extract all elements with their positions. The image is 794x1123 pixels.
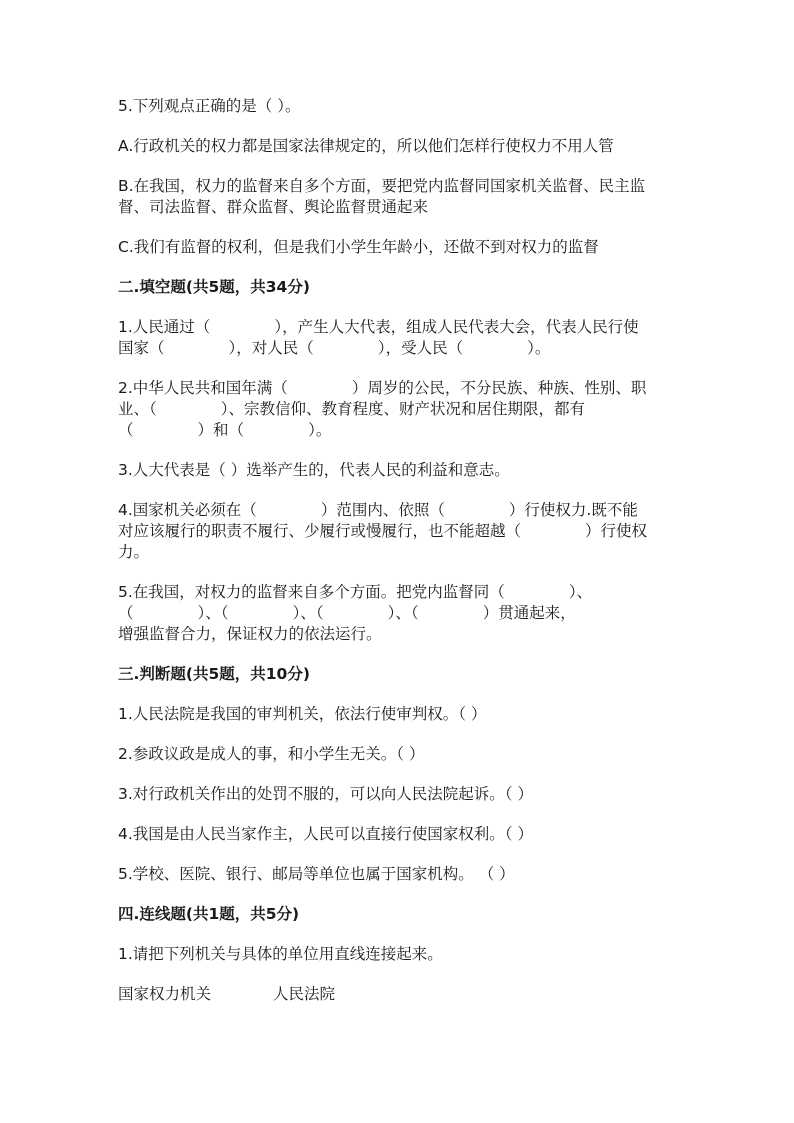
fill-q2-line: 2.中华人民共和国年满（ ）周岁的公民，不分民族、种族、性别、职 xyxy=(118,379,647,397)
exam-page xyxy=(118,96,678,1005)
fill-q3: 3.人大代表是（ ）选举产生的，代表人民的利益和意志。 xyxy=(118,461,510,479)
q5-option-a: A.行政机关的权力都是国家法律规定的，所以他们怎样行使权力不用人管 xyxy=(118,137,614,155)
fill-q2-line: 业、（ ）、宗教信仰、教育程度、财产状况和居住期限，都有 xyxy=(118,400,586,418)
match-row xyxy=(118,984,678,1005)
q5-option-c: C.我们有监督的权利，但是我们小学生年龄小，还做不到对权力的监督 xyxy=(118,238,599,256)
fill-q2-line: （ ）和（ ）。 xyxy=(118,421,332,439)
judge-q4: 4.我国是由人民当家作主，人民可以直接行使国家权利。（ ） xyxy=(118,825,533,843)
fill-q2 xyxy=(118,378,678,441)
fill-q1 xyxy=(118,317,678,359)
q5-stem: 5.下列观点正确的是（ ）。 xyxy=(118,97,301,115)
fill-q1-line: 1.人民通过（ ），产生人大代表，组成人民代表大会，代表人民行使 xyxy=(118,318,639,336)
q5-option-b-line: B.在我国，权力的监督来自多个方面，要把党内监督同国家机关监督、民主监 xyxy=(118,177,646,195)
fill-q4 xyxy=(118,500,678,563)
judge-q5: 5.学校、医院、银行、邮局等单位也属于国家机构。 （ ） xyxy=(118,865,515,883)
fill-q5-line: 5.在我国，对权力的监督来自多个方面。把党内监督同（ ）、 xyxy=(118,583,593,601)
fill-q4-line: 力。 xyxy=(118,543,150,561)
fill-q4-line: 对应该履行的职责不履行、少履行或慢履行，也不能超越（ ）行使权 xyxy=(118,522,648,540)
fill-q4-line: 4.国家机关必须在（ ）范围内、依照（ ）行使权力.既不能 xyxy=(118,501,638,519)
judge-q2: 2.参政议政是成人的事，和小学生无关。（ ） xyxy=(118,745,425,763)
q5-option-b-line: 督、司法监督、群众监督、舆论监督贯通起来 xyxy=(118,198,429,216)
fill-section-heading: 二.填空题(共5题，共34分) xyxy=(118,278,310,296)
judge-q1: 1.人民法院是我国的审判机关，依法行使审判权。（ ） xyxy=(118,705,487,723)
judge-section-heading: 三.判断题(共5题，共10分) xyxy=(118,665,310,683)
fill-q5-line: 增强监督合力，保证权力的依法运行。 xyxy=(118,625,382,643)
match-right-item: 人民法院 xyxy=(273,985,336,1003)
judge-q3: 3.对行政机关作出的处罚不服的，可以向人民法院起诉。（ ） xyxy=(118,785,533,803)
fill-q1-line: 国家（ ），对人民（ ），受人民（ ）。 xyxy=(118,339,551,357)
q5-option-b xyxy=(118,176,678,218)
match-left-item: 国家权力机关 xyxy=(118,985,212,1003)
fill-q5 xyxy=(118,582,678,645)
match-section-heading: 四.连线题(共1题，共5分) xyxy=(118,905,300,923)
fill-q5-line: （ ）、（ ）、（ ）、（ ）贯通起来， xyxy=(118,604,576,622)
match-q1: 1.请把下列机关与具体的单位用直线连接起来。 xyxy=(118,945,443,963)
